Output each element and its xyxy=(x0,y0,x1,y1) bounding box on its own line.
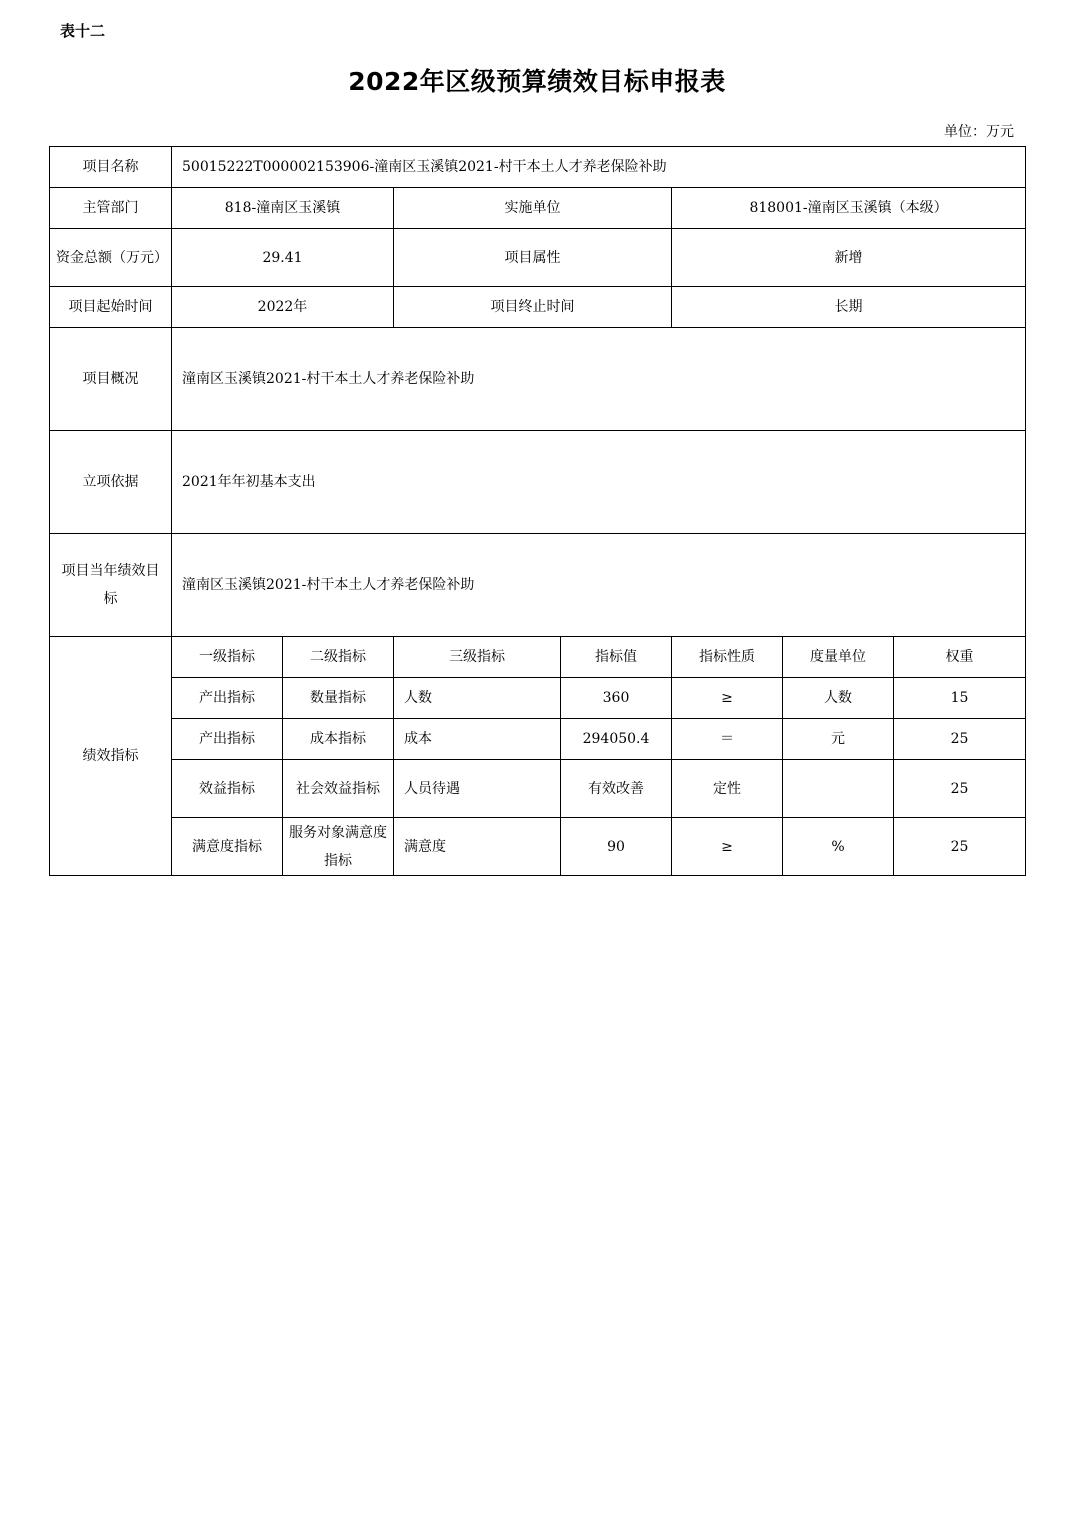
indicator-weight: 15 xyxy=(894,678,1026,719)
fund-row xyxy=(50,229,1026,287)
department-value: 818-潼南区玉溪镇 xyxy=(172,188,394,229)
page-title: 2022年区级预算绩效目标申报表 xyxy=(348,67,726,96)
indicator-value: 360 xyxy=(561,678,672,719)
indicator-weight: 25 xyxy=(894,818,1026,876)
overview-label: 项目概况 xyxy=(50,328,172,431)
indicator-nature: ＝ xyxy=(672,719,783,760)
fund-total-label: 资金总额（万元） xyxy=(50,229,172,287)
indicator-nature: ≥ xyxy=(672,818,783,876)
table-number-label: 表十二 xyxy=(60,22,106,40)
header-unit: 度量单位 xyxy=(783,637,894,678)
department-row xyxy=(50,188,1026,229)
annual-goal-value: 潼南区玉溪镇2021-村干本土人才养老保险补助 xyxy=(172,534,1026,637)
header-level1: 一级指标 xyxy=(172,637,283,678)
indicator-header-row xyxy=(50,637,1026,678)
indicator-nature: ≥ xyxy=(672,678,783,719)
indicator-level3: 满意度 xyxy=(394,818,561,876)
budget-form-table xyxy=(49,146,1026,876)
basis-value: 2021年年初基本支出 xyxy=(172,431,1026,534)
indicator-level1: 效益指标 xyxy=(172,760,283,818)
performance-indicators-label: 绩效指标 xyxy=(50,637,172,876)
project-name-value: 50015222T000002153906-潼南区玉溪镇2021-村干本土人才养老保险补助 xyxy=(172,147,1026,188)
indicator-row xyxy=(50,760,1026,818)
period-row xyxy=(50,287,1026,328)
start-time-value: 2022年 xyxy=(172,287,394,328)
indicator-level3: 人数 xyxy=(394,678,561,719)
header-level2: 二级指标 xyxy=(283,637,394,678)
overview-value: 潼南区玉溪镇2021-村干本土人才养老保险补助 xyxy=(172,328,1026,431)
indicator-unit xyxy=(783,760,894,818)
indicator-level2: 数量指标 xyxy=(283,678,394,719)
indicator-row xyxy=(50,719,1026,760)
indicator-unit: % xyxy=(783,818,894,876)
indicator-nature: 定性 xyxy=(672,760,783,818)
annual-goal-row xyxy=(50,534,1026,637)
annual-goal-label: 项目当年绩效目标 xyxy=(50,534,172,637)
project-attribute-value: 新增 xyxy=(672,229,1026,287)
basis-row xyxy=(50,431,1026,534)
indicator-level2: 成本指标 xyxy=(283,719,394,760)
project-name-label: 项目名称 xyxy=(50,147,172,188)
indicator-weight: 25 xyxy=(894,760,1026,818)
indicator-unit: 人数 xyxy=(783,678,894,719)
indicator-level2: 服务对象满意度指标 xyxy=(283,818,394,876)
indicator-row xyxy=(50,678,1026,719)
unit-note: 单位：万元 xyxy=(944,124,1014,140)
indicator-row xyxy=(50,818,1026,876)
indicator-level2: 社会效益指标 xyxy=(283,760,394,818)
project-name-row xyxy=(50,147,1026,188)
end-time-value: 长期 xyxy=(672,287,1026,328)
start-time-label: 项目起始时间 xyxy=(50,287,172,328)
indicator-value: 90 xyxy=(561,818,672,876)
indicator-unit: 元 xyxy=(783,719,894,760)
overview-row xyxy=(50,328,1026,431)
indicator-level3: 成本 xyxy=(394,719,561,760)
indicator-value: 294050.4 xyxy=(561,719,672,760)
indicator-level1: 满意度指标 xyxy=(172,818,283,876)
basis-label: 立项依据 xyxy=(50,431,172,534)
indicator-level1: 产出指标 xyxy=(172,719,283,760)
implementing-unit-value: 818001-潼南区玉溪镇（本级） xyxy=(672,188,1026,229)
project-attribute-label: 项目属性 xyxy=(394,229,672,287)
header-value: 指标值 xyxy=(561,637,672,678)
header-weight: 权重 xyxy=(894,637,1026,678)
indicator-value: 有效改善 xyxy=(561,760,672,818)
indicator-weight: 25 xyxy=(894,719,1026,760)
end-time-label: 项目终止时间 xyxy=(394,287,672,328)
indicator-level1: 产出指标 xyxy=(172,678,283,719)
fund-total-value: 29.41 xyxy=(172,229,394,287)
header-level3: 三级指标 xyxy=(394,637,561,678)
header-nature: 指标性质 xyxy=(672,637,783,678)
indicator-level3: 人员待遇 xyxy=(394,760,561,818)
implementing-unit-label: 实施单位 xyxy=(394,188,672,229)
department-label: 主管部门 xyxy=(50,188,172,229)
